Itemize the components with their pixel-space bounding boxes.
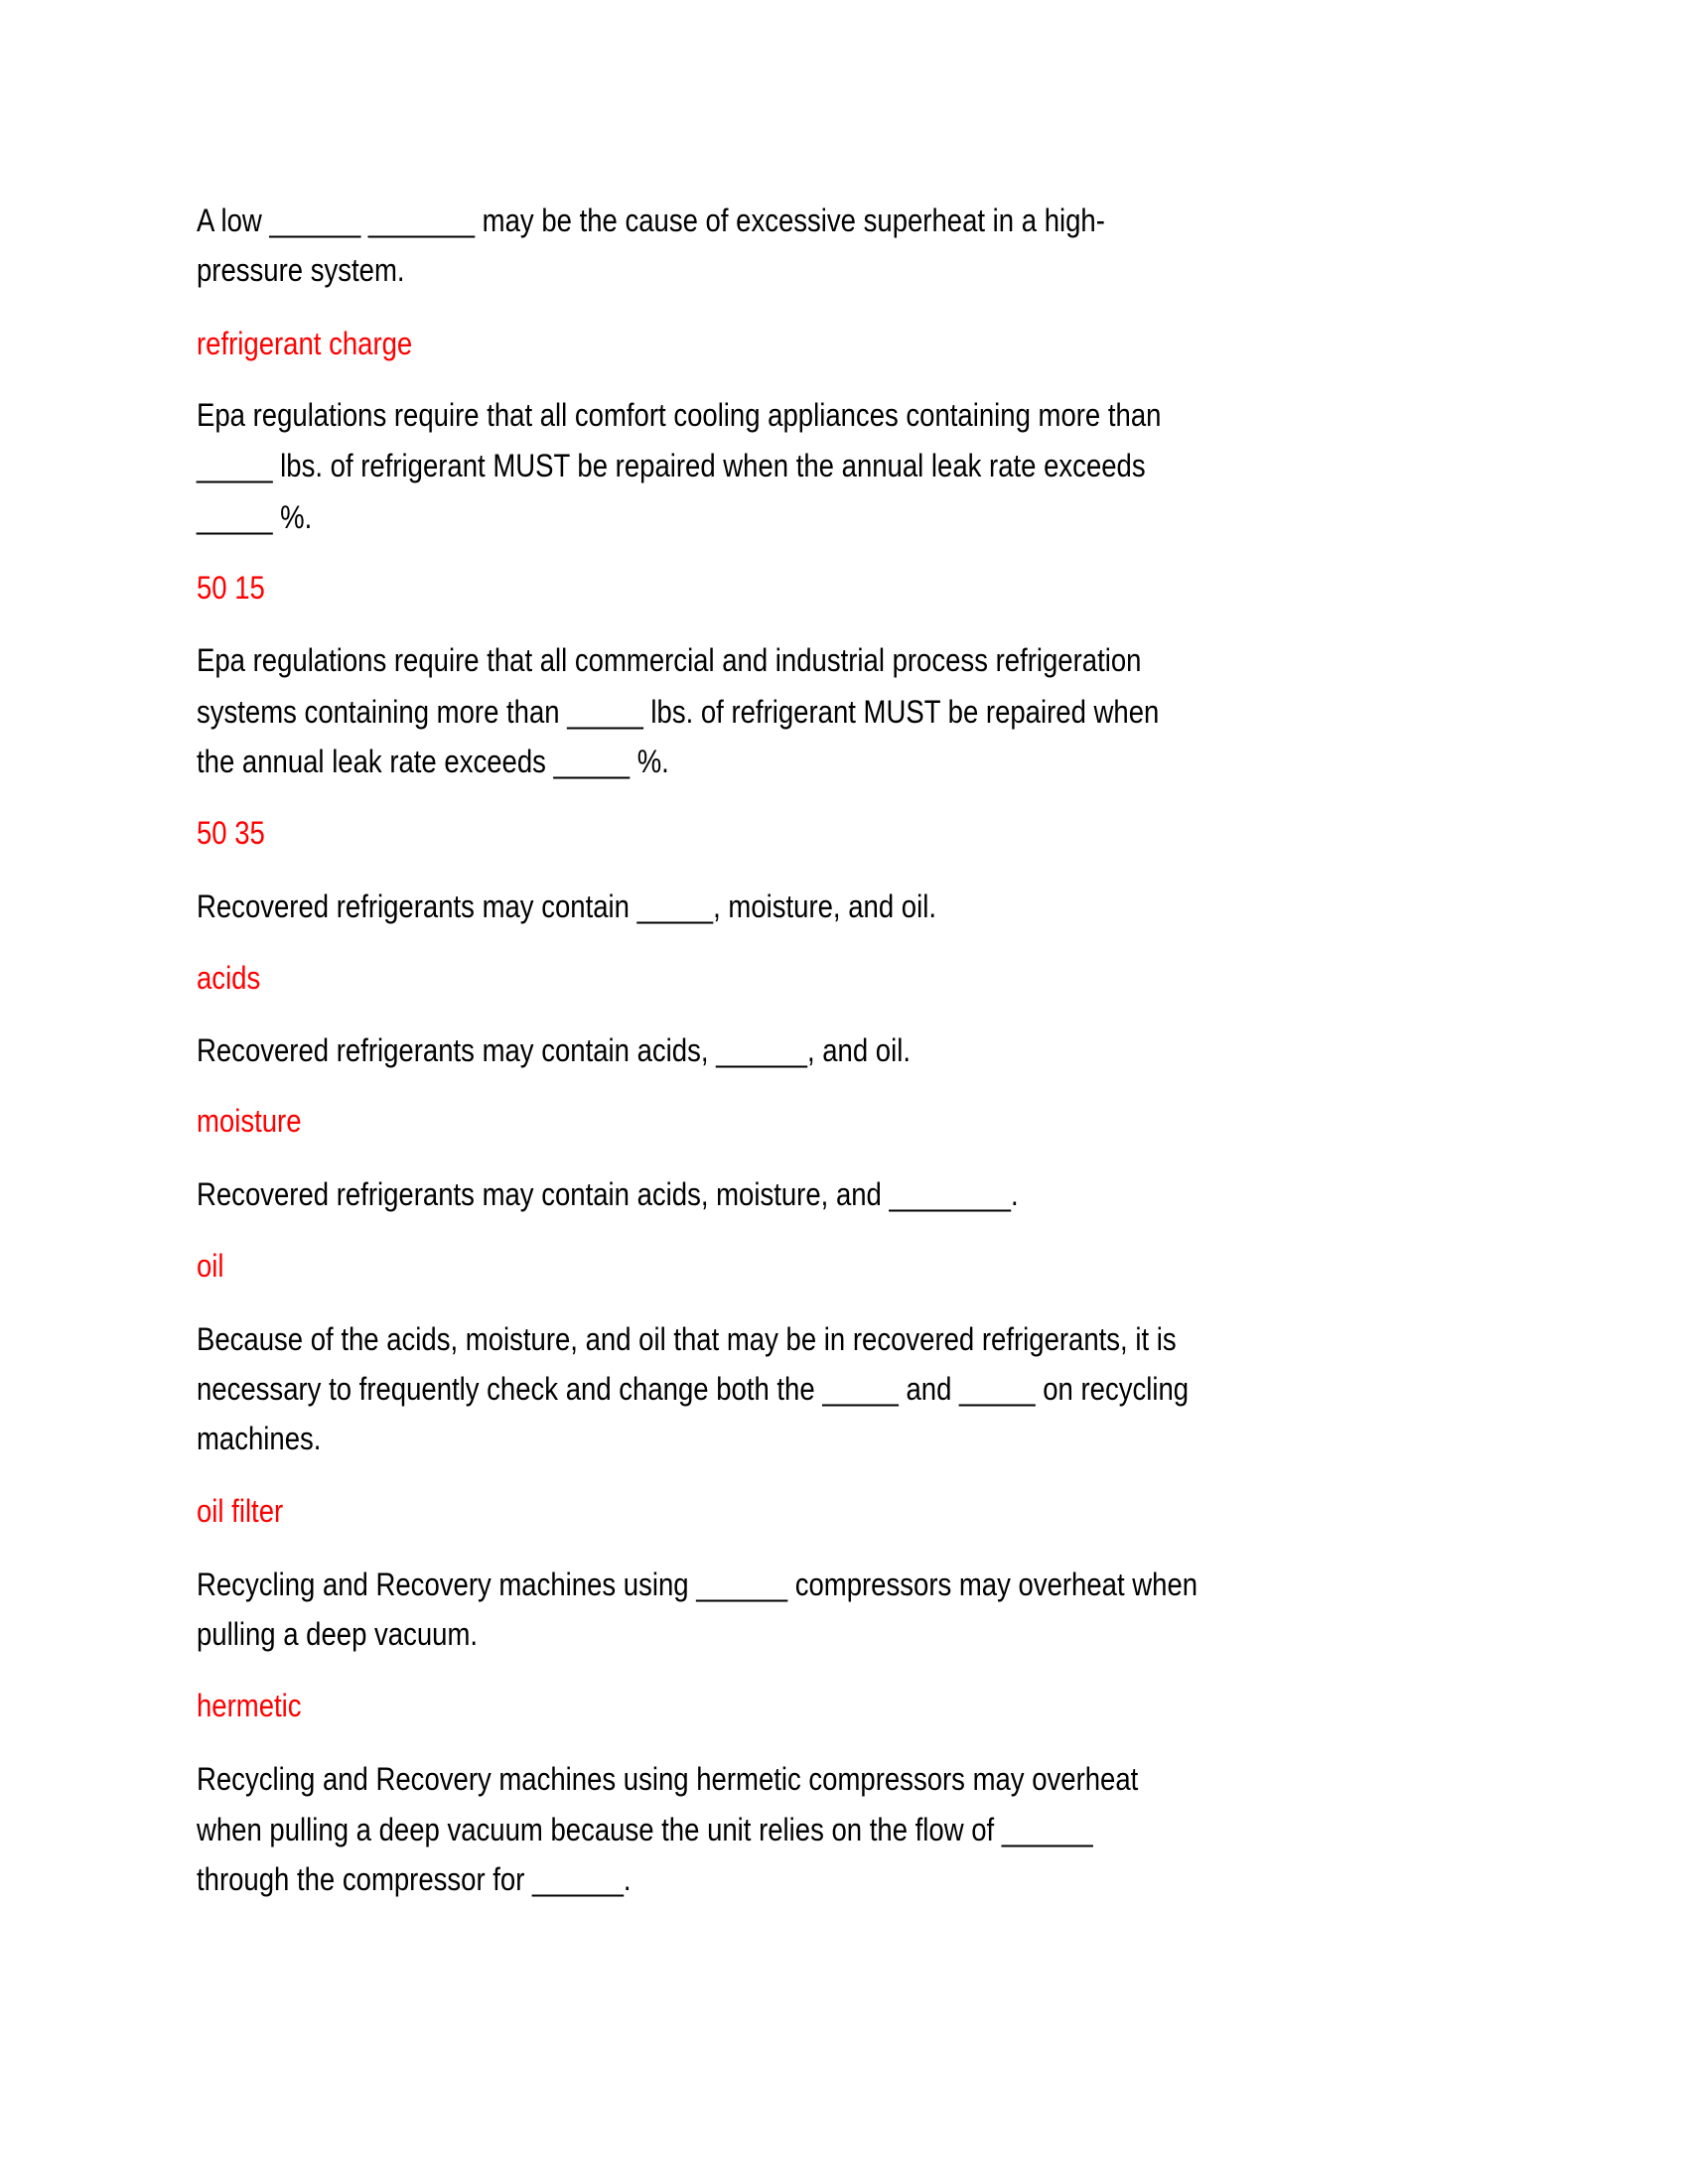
question-1-line-2: pressure system. bbox=[197, 252, 405, 288]
answer-8: hermetic bbox=[197, 1688, 302, 1723]
question-5-line-1: Recovered refrigerants may contain acids, ______, and oil. bbox=[197, 1032, 911, 1068]
question-3-line-2: systems containing more than _____ lbs. of refrigerant MUST be repaired when bbox=[197, 694, 1160, 730]
question-1-line-1: A low ______ _______ may be the cause of excessive superheat in a high- bbox=[197, 203, 1105, 238]
question-2-line-3: _____ %. bbox=[197, 499, 313, 535]
question-9-line-3: through the compressor for ______. bbox=[197, 1861, 632, 1897]
question-7-line-2: necessary to frequently check and change both the _____ and _____ on recycling bbox=[197, 1371, 1190, 1407]
question-2-line-2: _____ lbs. of refrigerant MUST be repaired when the annual leak rate exceeds bbox=[197, 448, 1146, 483]
question-7-line-3: machines. bbox=[197, 1421, 322, 1456]
question-7-line-1: Because of the acids, moisture, and oil that may be in recovered refrigerants, it is bbox=[197, 1321, 1177, 1357]
question-2-line-1: Epa regulations require that all comfort cooling appliances containing more than bbox=[197, 397, 1162, 433]
answer-7: oil filter bbox=[197, 1493, 284, 1529]
answer-4: acids bbox=[197, 960, 261, 996]
question-8-line-1: Recycling and Recovery machines using ______ compressors may overheat when bbox=[197, 1567, 1198, 1602]
answer-3: 50 35 bbox=[197, 815, 265, 851]
question-3-line-1: Epa regulations require that all commercial and industrial process refrigeration bbox=[197, 642, 1142, 678]
question-4-line-1: Recovered refrigerants may contain _____, moisture, and oil. bbox=[197, 888, 936, 924]
question-3-line-3: the annual leak rate exceeds _____ %. bbox=[197, 744, 669, 779]
answer-6: oil bbox=[197, 1248, 224, 1284]
question-6-line-1: Recovered refrigerants may contain acids, moisture, and ________. bbox=[197, 1176, 1019, 1212]
answer-5: moisture bbox=[197, 1103, 302, 1139]
question-8-line-2: pulling a deep vacuum. bbox=[197, 1616, 479, 1652]
question-9-line-2: when pulling a deep vacuum because the unit relies on the flow of ______ bbox=[197, 1812, 1093, 1847]
question-9-line-1: Recycling and Recovery machines using hermetic compressors may overheat bbox=[197, 1761, 1139, 1797]
answer-2: 50 15 bbox=[197, 570, 265, 606]
answer-1: refrigerant charge bbox=[197, 326, 413, 361]
